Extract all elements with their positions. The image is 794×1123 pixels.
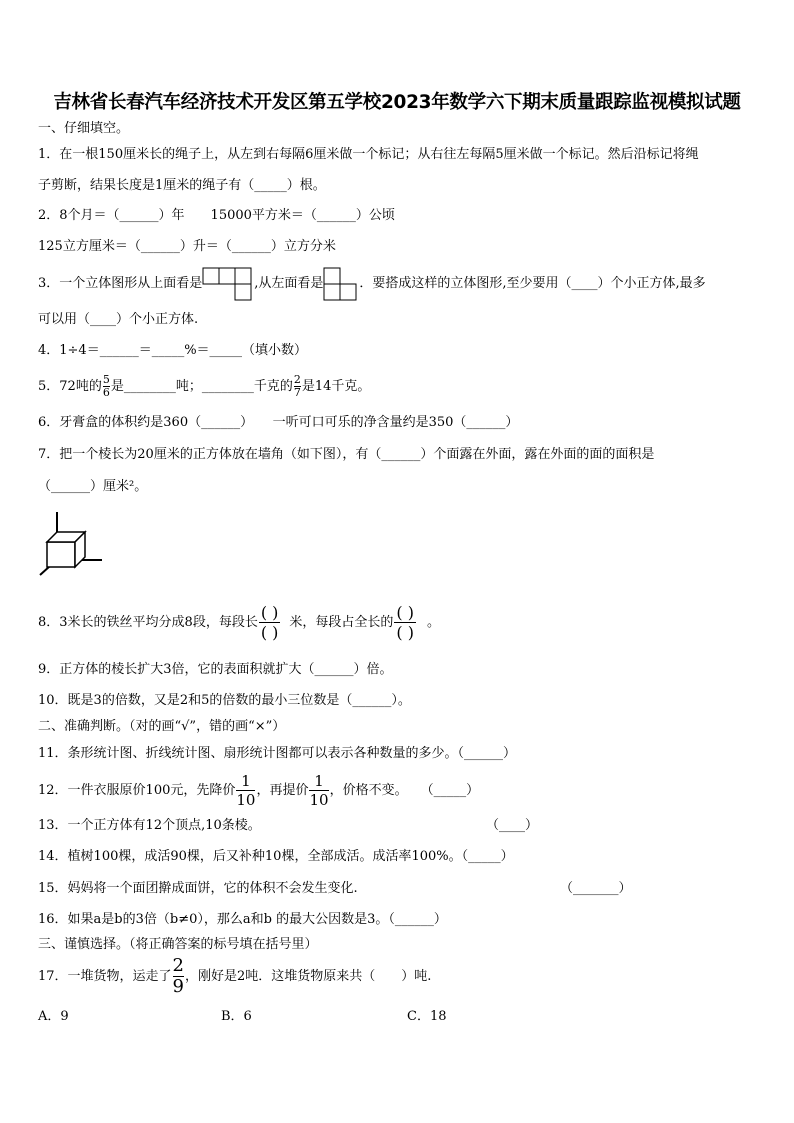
- fraction-numerator: 5: [102, 373, 110, 386]
- question-3-text-b: ,从左面看是: [254, 276, 324, 291]
- question-17-text-b: ，刚好是2吨．这堆货物原来共（ ）吨.: [185, 969, 432, 984]
- fraction-numerator: 2: [293, 373, 301, 386]
- fraction-1-10-b: [309, 772, 328, 809]
- question-5-text-b: 是________吨；________千克的: [110, 379, 293, 394]
- question-16: 16．如果a是b的3倍（b≠0），那么a和b 的最大公因数是3。（______）: [38, 912, 447, 927]
- fraction-5-6: [103, 374, 110, 399]
- cube-in-corner-figure: [36, 510, 106, 578]
- fraction-blank-length: [259, 603, 281, 642]
- section-2-heading: 二、准确判断。（对的画“√”，错的画“×”）: [38, 719, 286, 734]
- question-14: 14．植树100棵，成活90棵，后又补种10棵，全部成活。成活率100%。（_____）: [38, 849, 514, 864]
- section-1-heading: 一、仔细填空。: [38, 121, 130, 136]
- question-3-line-1: [38, 266, 706, 302]
- question-9: 9．正方体的棱长扩大3倍，它的表面积就扩大（______）倍。: [38, 662, 393, 677]
- question-3-text-c: ．要搭成这样的立体图形,至少要用（____）个小正方体,最多: [359, 276, 706, 291]
- question-5: [38, 372, 370, 402]
- question-13: 13．一个正方体有12个顶点,10条棱。: [38, 818, 261, 833]
- fraction-denominator-blank: ( ): [260, 623, 279, 642]
- question-13-answer-blank: （____）: [486, 818, 539, 833]
- question-3-text-a: 3．一个立体图形从上面看是: [38, 276, 203, 291]
- question-5-text-a: 5．72吨的: [38, 379, 102, 394]
- fraction-denominator: 7: [293, 386, 301, 399]
- page-title: 吉林省长春汽车经济技术开发区第五学校2023年数学六下期末质量跟踪监视模拟试题: [53, 92, 741, 113]
- question-1-line-2: 子剪断，结果长度是1厘米的绳子有（_____）根。: [38, 178, 326, 193]
- question-3-line-2: 可以用（____）个小正方体.: [38, 312, 199, 327]
- question-2-line-2: 125立方厘米＝（______）升＝（______）立方分米: [38, 239, 336, 254]
- fraction-numerator-blank: ( ): [260, 603, 279, 622]
- fraction-denominator: 10: [236, 791, 256, 809]
- fraction-denominator-blank: ( ): [396, 623, 414, 642]
- option-a: A．9: [38, 1009, 69, 1024]
- question-8: [38, 601, 440, 645]
- fraction-2-7: [294, 374, 301, 399]
- fraction-2-9: [173, 956, 184, 997]
- question-17-text-a: 17．一堆货物，运走了: [38, 969, 172, 984]
- option-b: B．6: [221, 1009, 252, 1024]
- question-15: 15．妈妈将一个面团擀成面饼，它的体积不会发生变化.: [38, 881, 358, 896]
- question-2-line-1: 2．8个月＝（______）年 15000平方米＝（______）公顷: [38, 208, 395, 223]
- section-3-heading: 三、谨慎选择。（将正确答案的标号填在括号里）: [38, 937, 318, 952]
- fraction-denominator: 6: [102, 386, 110, 399]
- question-6: 6．牙膏盒的体积约是360（______） 一听可口可乐的净含量约是350（______）: [38, 415, 519, 430]
- question-15-answer-blank: （_______）: [560, 881, 632, 896]
- fraction-numerator: 2: [172, 955, 184, 976]
- question-12-text-a: 12．一件衣服原价100元，先降价: [38, 783, 236, 798]
- question-11: 11．条形统计图、折线统计图、扇形统计图都可以表示各种数量的多少。（______）: [38, 746, 517, 761]
- fraction-numerator: 1: [314, 772, 324, 790]
- question-5-text-c: 是14千克。: [301, 379, 371, 394]
- fraction-denominator: 9: [172, 976, 184, 997]
- question-4: 4．1÷4＝______＝_____%＝_____（填小数）: [38, 343, 308, 358]
- fraction-numerator-blank: ( ): [396, 603, 414, 622]
- question-17: [38, 956, 431, 998]
- question-8-text-a: 8．3米长的铁丝平均分成8段，每段长: [38, 615, 258, 630]
- top-view-figure: [202, 267, 254, 301]
- question-12-text-b: ，再提价: [256, 783, 309, 798]
- question-12-text-c: ，价格不变。 （_____）: [329, 783, 480, 798]
- fraction-blank-share: [394, 603, 416, 642]
- fraction-numerator: 1: [241, 772, 251, 790]
- fraction-denominator: 10: [309, 791, 329, 809]
- question-8-text-c: 。: [427, 615, 441, 630]
- question-7-line-2: （______）厘米²。: [38, 479, 148, 494]
- fraction-1-10-a: [236, 772, 255, 809]
- question-1-line-1: 1．在一根150厘米长的绳子上，从左到右每隔6厘米做一个标记；从右往左每隔5厘米做一个标记。然后沿标记将绳: [38, 147, 699, 162]
- question-12: [38, 772, 479, 809]
- question-8-text-b: 米，每段占全长的: [289, 615, 394, 630]
- question-10: 10．既是3的倍数，又是2和5的倍数的最小三位数是（______）。: [38, 693, 411, 708]
- left-view-figure: [323, 267, 359, 301]
- option-c: C．18: [407, 1009, 447, 1024]
- question-7-line-1: 7．把一个棱长为20厘米的正方体放在墙角（如下图），有（______）个面露在外面，露在外面的面的面积是: [38, 447, 655, 462]
